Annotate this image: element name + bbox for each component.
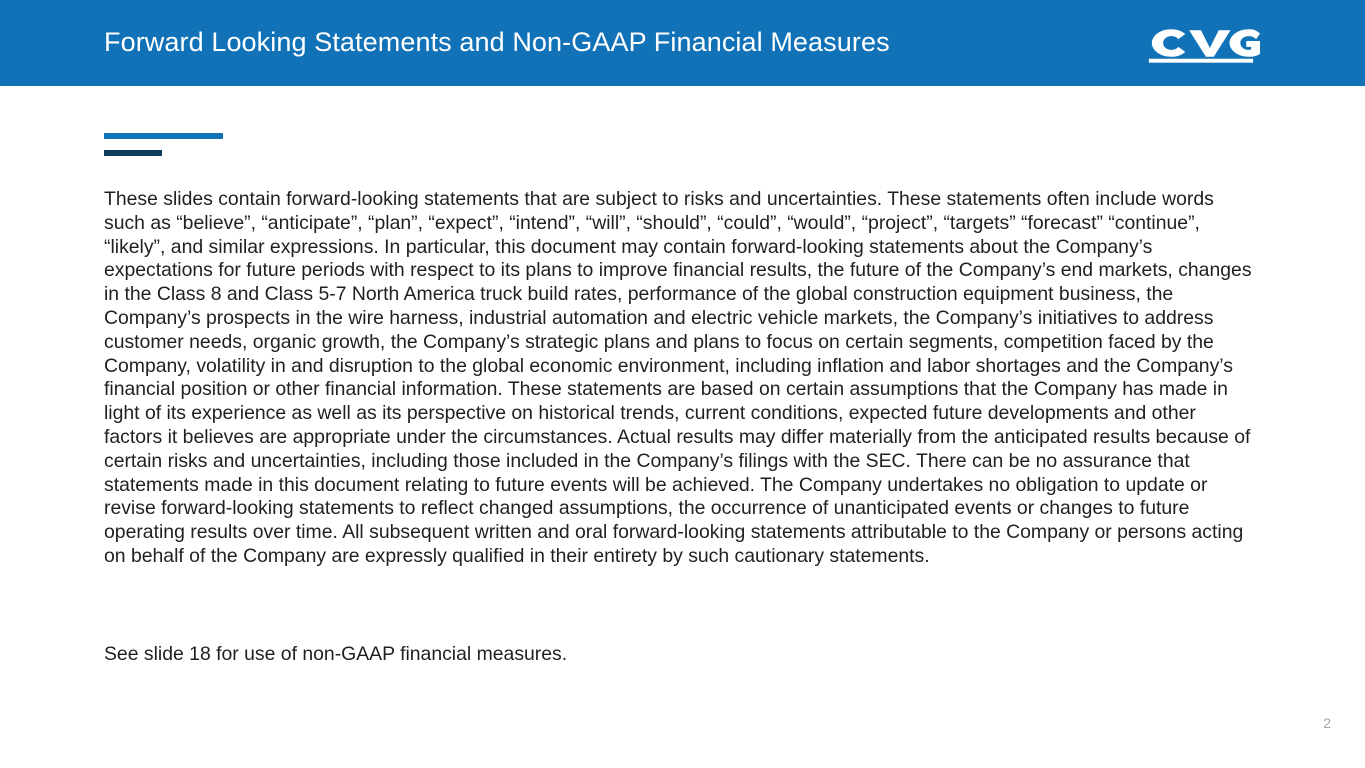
slide-header [0, 0, 1365, 86]
cvg-logo [1142, 22, 1260, 64]
accent-line-primary [104, 133, 223, 139]
page-title: Forward Looking Statements and Non-GAAP Financial Measures [104, 27, 890, 57]
accent-line-secondary [104, 150, 162, 156]
non-gaap-note: See slide 18 for use of non-GAAP financial measures. [104, 643, 568, 665]
page-number: 2 [1323, 715, 1331, 731]
accent-lines [104, 133, 223, 156]
disclaimer-paragraph: These slides contain forward-looking statements that are subject to risks and uncertainties. These statements often include words such as “believe”, “anticipate”, “plan”, “expect”, “intend”, “will”, “should”, “could”, “would”, “project”, “targets” “forecast” “continue”, “likely”, and similar expressions. In particular, this document may contain forward-looking statements about the Company’s expectations for future periods with respect to its plans to improve financial results, the future of the Company’s end markets, changes in the Class 8 and Class 5-7 North America truck build rates, performance of the global construction equipment business, the Company’s prospects in the wire harness, industrial automation and electric vehicle markets, the Company’s initiatives to address customer needs, organic growth, the Company’s strategic plans and plans to focus on certain segments, competition faced by the Company, volatility in and disruption to the global economic environment, including inflation and labor shortages and the Company’s financial position or other financial information. These statements are based on certain assumptions that the Company has made in light of its experience as well as its perspective on historical trends, current conditions, expected future developments and other factors it believes are appropriate under the circumstances. Actual results may differ materially from the anticipated results because of certain risks and uncertainties, including those included in the Company’s filings with the SEC. There can be no assurance that statements made in this document relating to future events will be achieved. The Company undertakes no obligation to update or revise forward-looking statements to reflect changed assumptions, the occurrence of unanticipated events or changes to future operating results over time. All subsequent written and oral forward-looking statements attributable to the Company or persons acting on behalf of the Company are expressly qualified in their entirety by such cautionary statements. [104, 188, 1252, 567]
